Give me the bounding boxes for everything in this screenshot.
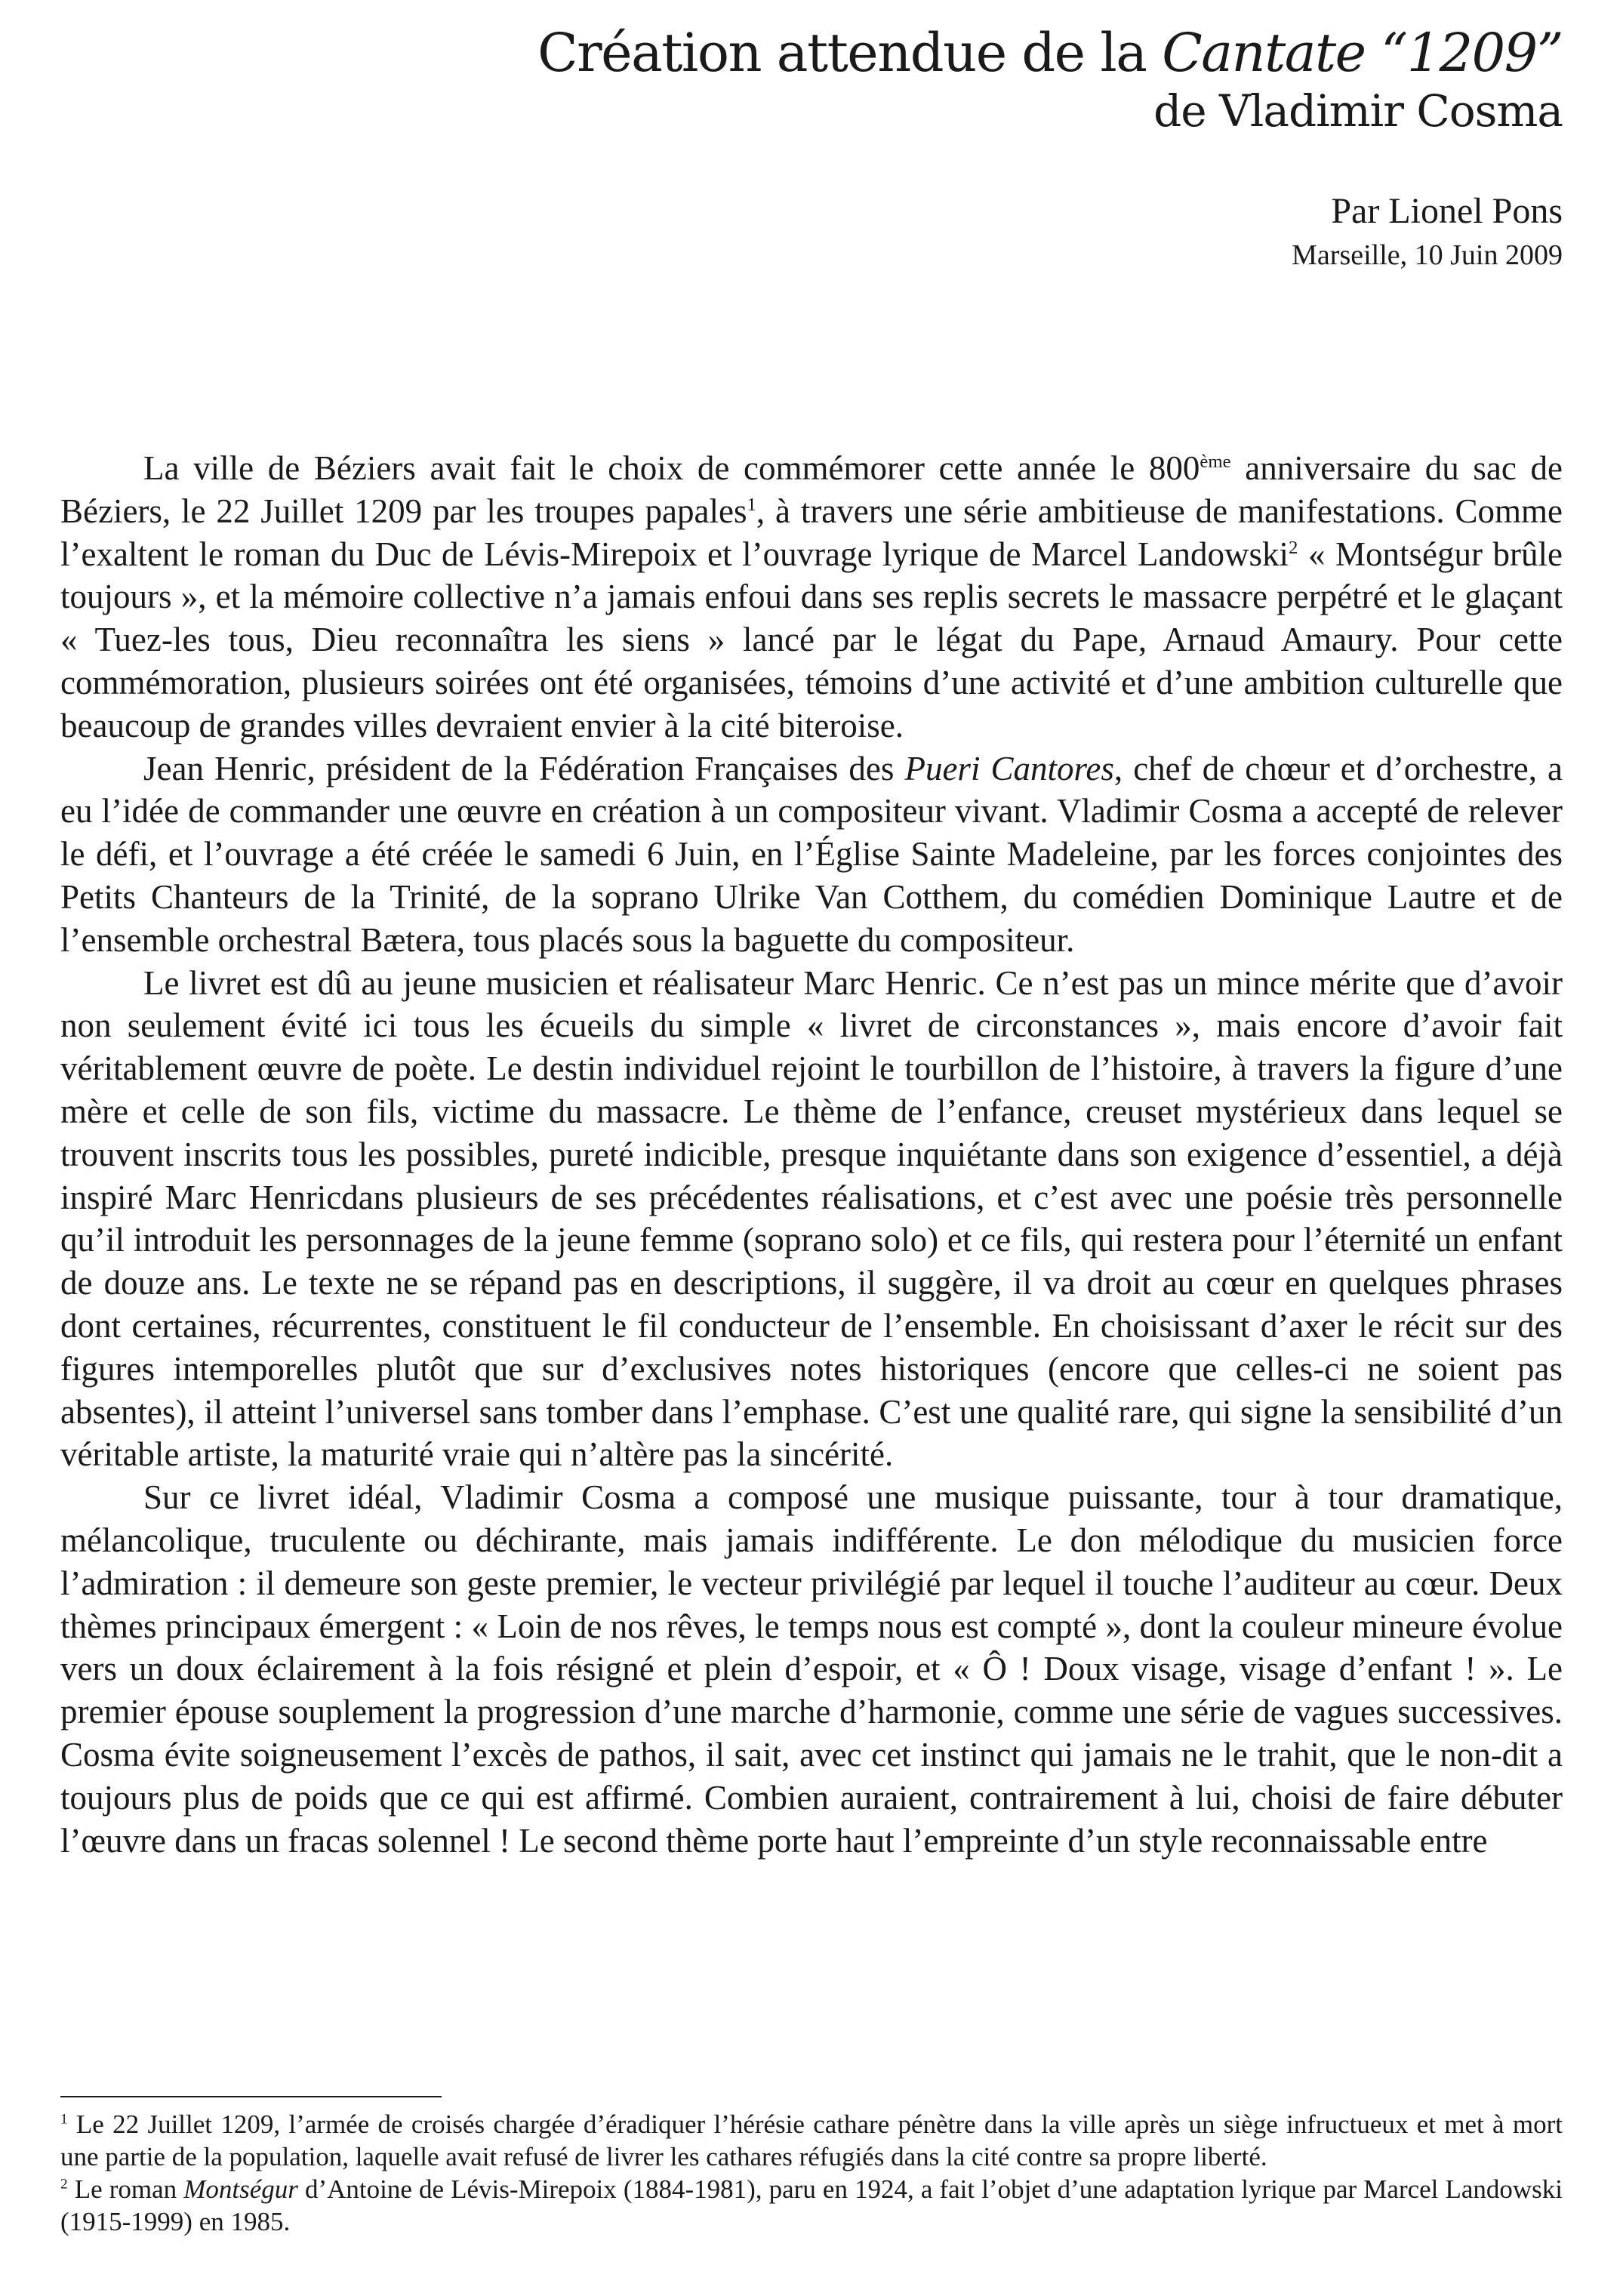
- article-body: [60, 447, 1563, 1862]
- footnote-ref-2: 2: [1289, 537, 1298, 558]
- article-title: [537, 21, 1563, 85]
- title-work-name: Cantate “1209”: [1162, 22, 1563, 84]
- article-subtitle: de Vladimir Cosma: [1153, 85, 1563, 137]
- paragraph-2: Jean Henric, président de la Fédération Françaises des Pueri Cantores, chef de chœur et d’orchestre, a eu l’idée de commander une œuvre en création à un compositeur vivant. Vladimir Cosma a accepté de relever le défi, et l’ouvrage a été créée le samedi 6 Juin, en l’Église Sainte Madeleine, par les forces conjointes des Petits Chanteurs de la Trinité, de la soprano Ulrike Van Cotthem, du comédien Dominique Lautre et de l’ensemble orchestral Bætera, tous placés sous la baguette du compositeur.: [60, 749, 1563, 959]
- footnote-separator: [60, 2096, 442, 2097]
- footnote-marker-2: 2: [60, 2176, 68, 2193]
- paragraph-3: Le livret est dû au jeune musicien et réalisateur Marc Henric. Ce n’est pas un mince mérite que d’avoir non seulement évité ici tous les écueils du simple « livret de circonstances », mais encore d’avoir fait véritablement œuvre de poète. Le destin individuel rejoint le tourbillon de l’histoire, à travers la figure d’une mère et celle de son fils, victime du massacre. Le thème de l’enfance, creuset mystérieux dans lequel se trouvent inscrits tous les possibles, pureté indicible, presque inquiétante dans son exigence d’essentiel, a déjà inspiré Marc Henricdans plusieurs de ses précédentes réalisations, et c’est avec une poésie très personnelle qu’il introduit les personnages de la jeune femme (soprano solo) et ce fils, qui restera pour l’éternité un enfant de douze ans. Le texte ne se répand pas en descriptions, il suggère, il va droit au cœur en quelques phrases dont certaines, récurrentes, constituent le fil conducteur de l’ensemble. En choisissant d’axer le récit sur des figures intemporelles plutôt que sur d’exclusives notes historiques (encore que celles-ci ne soient pas absentes), il atteint l’universel sans tomber dans l’emphase. C’est une qualité rare, qui signe la sensibilité d’un véritable artiste, la maturité vraie qui n’altère pas la sincérité.: [60, 963, 1563, 1474]
- paragraph-4: Sur ce livret idéal, Vladimir Cosma a composé une musique puissante, tour à tour dramatique, mélancolique, truculente ou déchirante, mais jamais indifférente. Le don mélodique du musicien force l’admiration : il demeure son geste premier, le vecteur privilégié par lequel il touche l’auditeur au cœur. Deux thèmes principaux émergent : « Loin de nos rêves, le temps nous est compté », dont la couleur mineure évolue vers un doux éclairement à la fois résigné et plein d’espoir, et « Ô ! Doux visage, visage d’enfant ! ». Le premier épouse souplement la progression d’une marche d’harmonie, comme une série de vagues successives. Cosma évite soigneusement l’excès de pathos, il sait, avec cet instinct qui jamais ne le trahit, que le non-dit a toujours plus de poids que ce qui est affirmé. Combien auraient, contrairement à lui, choisi de faire débuter l’œuvre dans un fracas solennel ! Le second thème porte haut l’empreinte d’un style reconnaissable entre: [60, 1478, 1563, 1860]
- footnote-ref-1: 1: [747, 494, 756, 515]
- footnote-marker-1: 1: [60, 2111, 68, 2128]
- title-prefix: Création attendue de la: [537, 22, 1163, 84]
- paragraph-1: La ville de Béziers avait fait le choix de commémorer cette année le 800ème anniversaire du sac de Béziers, le 22 Juillet 1209 par les troupes papales$^1$, à travers une série ambitieuse de manifestations. Comme l’exaltent le roman du Duc de Lévis-Mirepoix et l’ouvrage lyrique de Marcel Landowski$^2$ « Montségur brûle toujours », et la mémoire collective n’a jamais enfoui dans ses replis secrets le massacre perpétré et le glaçant « Tuez-les tous, Dieu reconnaîtra les siens » lancé par le légat du Pape, Arnaud Amaury. Pour cette commémoration, plusieurs soirées ont été organisées, témoins d’une activité et d’une ambition culturelle que beaucoup de grandes villes devraient envier à la cité biteroise.: [60, 449, 1563, 744]
- place-date: Marseille, 10 Juin 2009: [1292, 239, 1563, 271]
- footnotes: [60, 2108, 1563, 2238]
- superscript-eme: ème: [1200, 451, 1231, 472]
- italic-pueri-cantores: Pueri Cantores: [904, 749, 1114, 787]
- italic-montsegur: Montségur: [183, 2174, 298, 2204]
- footnote-2: $^2$ Le roman Montségur d’Antoine de Lévis-Mirepoix (1884-1981), paru en 1924, a fait l’objet d’une adaptation lyrique par Marcel Landowski (1915-1999) en 1985.: [60, 2174, 1563, 2236]
- footnote-1: $^1$ Le 22 Juillet 1209, l’armée de croisés chargée d’éradiquer l’hérésie cathare pénètre dans la ville après un siège infructueux et met à mort une partie de la population, laquelle avait refusé de livrer les cathares réfugiés dans la cité contre sa propre liberté.: [60, 2110, 1563, 2171]
- author-byline: Par Lionel Pons: [1331, 191, 1563, 231]
